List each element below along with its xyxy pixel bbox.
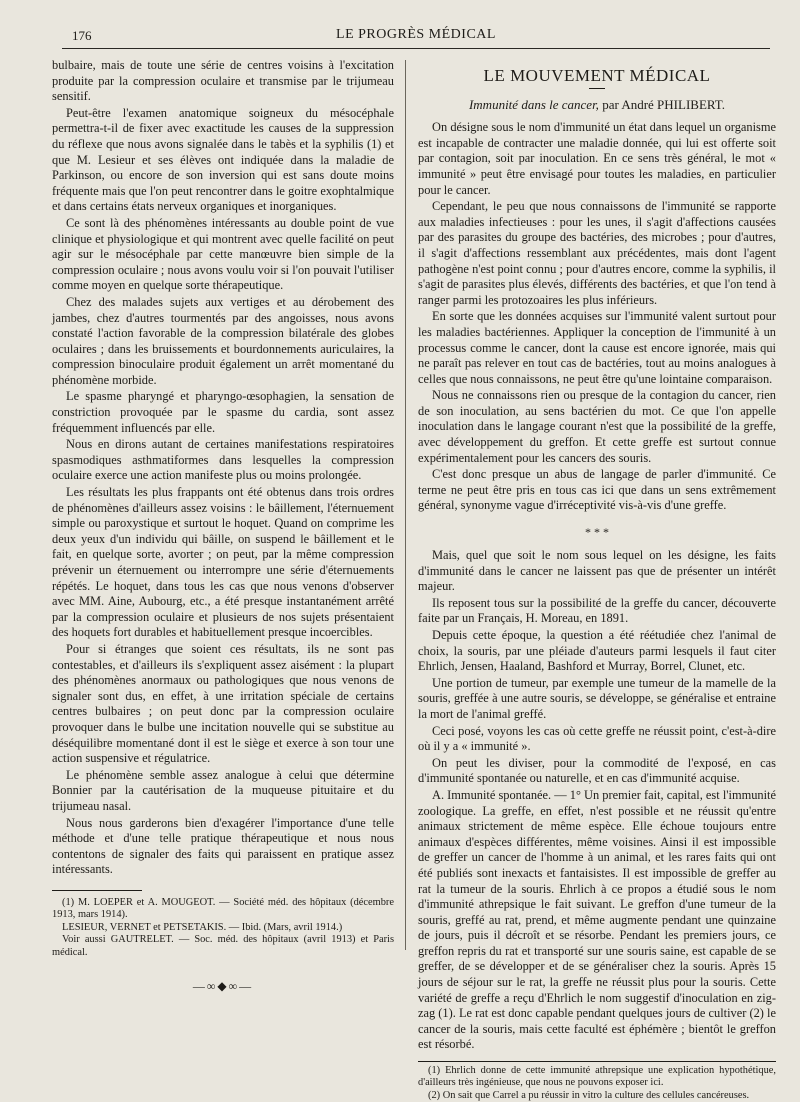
left-paragraph: Le spasme pharyngé et pharyngo-œsophagien, la sensation de constriction provoquée par le spasme du cardia, sont assez fréquemment influencés par elle. (52, 389, 394, 435)
page-number: 176 (72, 28, 92, 43)
section-title: LE MOUVEMENT MÉDICAL (483, 66, 711, 85)
article-title: Immunité dans le cancer, (468, 96, 599, 112)
right-paragraph: Depuis cette époque, la question a été réétudiée chez l'animal de choix, la souris, par une pléiade d'auteurs parmi lesquels il faut citer Ehrlich, Jensen, Haaland, Bashford et Murray, Borrel, Clunet, etc. (418, 628, 776, 674)
left-paragraph: Peut-être l'examen anatomique soigneux du mésocéphale permettra-t-il de fixer avec exactitude les causes de la suppression du réflexe que nous avons signalée dans le tabès et la syphilis (1) et que M. Lesieur et ses élèves ont indiquée dans la maladie de Parkinson, ou encore de son inversion qui est sans doute moins fréquente mais que l'on peut rencontrer dans le goitre exophtalmique et dans certains états nerveux organiques et inorganiques. (52, 105, 394, 214)
right-paragraph: Ils reposent tous sur la possibilité de la greffe du cancer, découverte faite par un Français, H. Moreau, en 1891. (418, 595, 776, 626)
right-paragraph: On désigne sous le nom d'immunité un état dans lequel un organisme est incapable de contracter une maladie donnée, qui lui est offerte soit par contagion, soit par inoculation. En ce sens très général, le mot « immunité » peut être envisagé pour toutes les maladies, en particulier pour le cancer. (418, 120, 776, 197)
left-footnote: LESIEUR, VERNET et PETSETAKIS. — Ibid. (Mars, avril 1914.) (62, 921, 343, 933)
left-paragraph: Pour si étranges que soient ces résultats, ils ne sont pas contestables, et d'ailleurs ils s'expliquent assez aisément : la plupart des phénomènes anormaux ou pathologiques que nous venons de signaler sont dus, en effet, à une irritation spéciale de certains centres bulbaires ; on peut donc par la compression oculaire provoquer dans le bulbe une incitation nouvelle qui se substitue au déséquilibre momentané dont il est le siège et exerce à son tour une action suspensive et régulatrice. (52, 641, 394, 766)
left-footnote: (1) M. LOEPER et A. MOUGEOT. — Société méd. des hôpitaux (décembre 1913, mars 1914). (52, 896, 394, 921)
right-paragraph: Nous ne connaissons rien ou presque de la contagion du cancer, rien de son inoculation, au sens bactérien du mot. Ce que l'on appelle inoculation dans le langage courant n'est que la possibilité de la greffe, avec développement du greffon. Et cette greffe est surtout connue expérimentalement pour les cancers des souris. (418, 388, 776, 465)
right-paragraph: On peut les diviser, pour la commodité de l'exposé, en cas d'immunité spontanée ou naturelle, et en cas d'immunité acquise. (418, 755, 776, 786)
right-paragraph: Ceci posé, voyons les cas où cette greffe ne réussit point, c'est-à-dire où il y a « immunité ». (418, 723, 776, 754)
right-paragraph: Une portion de tumeur, par exemple une tumeur de la mamelle de la souris, greffée à une autre souris, se développe, se généralise et entraine la mort de l'animal greffé. (418, 675, 776, 721)
section-rule (589, 88, 605, 89)
right-footnotes (418, 1061, 776, 1102)
left-paragraph: Chez des malades sujets aux vertiges et au dérobement des jambes, chez d'autres tourmentés par des angoisses, nous avons constaté l'action favorable de la compression bilatérale des globes oculaires ; dans les bruissements et bourdonnements auriculaires, la compression binoculaire produit également un arrêt momentané du phénomène morbide. (52, 294, 394, 387)
right-paragraph: C'est donc presque un abus de langage de parler d'immunité. Ce terme ne peut être pris en tous cas ici que dans un sens extrêmement général, synonyme vague d'irréceptivité vis-à-vis d'une greffe. (418, 467, 776, 513)
left-paragraph: Nous en dirons autant de certaines manifestations respiratoires spasmodiques asthmatiformes dans lesquelles la compression oculaire exerce une action manifeste plus ou moins prolongée. (52, 437, 394, 483)
right-paragraph: En sorte que les données acquises sur l'immunité valent surtout pour les maladies bactériennes. Appliquer la conception de l'immunité à un processus comme le cancer, dont la cause est encore ignorée, mais qui ne paraît pas relever en tout cas de bactéries, tout au moins analogues à celles que nous connaissons, ne peut être qu'une lointaine comparaison. (418, 309, 776, 386)
article-author: par André PHILIBERT. (602, 96, 726, 112)
article-heading (418, 97, 776, 113)
left-paragraph: bulbaire, mais de toute une série de centres voisins à l'excitation produite par la compression oculaire et transmise par le trijumeau sensitif. (52, 58, 394, 104)
footnote-rule (52, 890, 142, 891)
left-column (52, 58, 394, 995)
page-header (62, 26, 770, 49)
right-footnote: (2) On sait que Carrel a pu réussir in vitro la culture des cellules cancéreuses. (428, 1089, 750, 1101)
right-footnote: (1) Ehrlich donne de cette immunité athrepsique une explication hypothétique, d'ailleurs très ingénieuse, que nous ne pouvons exposer ici. (418, 1065, 776, 1089)
right-paragraph: Cependant, le peu que nous connaissons de l'immunité se rapporte aux maladies infectieuses : pour les unes, il s'agit d'affections causées par des parasites du groupe des bactéries, des microbes ; pour d'autres, il s'agit d'affections ressemblant aux précédentes, mais dont l'agent pathogène n'est point connu ; pour d'autres encore, comme la syphilis, il s'agit de parasites plus élevés, différents des bactéries, et que l'on tend à ranger parmi les protozoaires les plus inférieurs. (418, 199, 776, 307)
journal-title: LE PROGRÈS MÉDICAL (336, 27, 496, 42)
left-footnote: Voir aussi GAUTRELET. — Soc. méd. des hôpitaux (avril 1913) et Paris médical. (52, 934, 394, 958)
left-paragraph: Nous nous garderons bien d'exagérer l'importance d'une telle méthode et d'une telle pratique thérapeutique et nous nous contentons de signaler des faits qui paraissent en pratique assez intéressants. (52, 815, 394, 877)
left-paragraph: Ce sont là des phénomènes intéressants au double point de vue clinique et physiologique et qui montrent avec quelle facilité on peut agir sur le mésocéphale par cette manœuvre bien simple de la compression oculaire ; nous avons voulu voir si l'on pouvait l'utiliser comme moyen en quelque sorte thérapeutique. (52, 215, 394, 293)
end-ornament: —∞◆∞— (192, 978, 254, 993)
section-stars: * * * (585, 525, 609, 540)
right-paragraph: A. Immunité spontanée. — 1° Un premier fait, capital, est l'immunité zoologique. La greffe, en effet, n'est possible et ne réussit qu'entre animaux strictement de même espèce. Elle échoue toujours entre animaux d'espèces différentes, même voisines. Ainsi il est impossible de greffer un cancer de l'homme à un animal, et les rares faits qui ont été publiés sont inexacts et fantaisistes. Il est impossible de greffer au rat la tumeur de la souris. Ehrlich à ce propos a étudié sous le nom d'immunité athrepsique le fait suivant. Le greffon d'une tumeur de la souris, greffé au rat, prend, et même augmente pendant une quinzaine de jours, puis il décroît et se résorbe. Pendant les premiers jours, ce greffon repris du rat et transporté sur une souris saine, est capable de se greffer, de se développer et de se généraliser chez la souris. Après 15 jours de séjour sur le rat, la greffe ne réussit plus pour la souris. Cette variété de greffe a reçu d'Ehrlich le nom suggestif d'inoculation en zig-zag (1). Le rat est donc capable pendant quelques jours de cultiver (2) le cancer de la souris, mais cette faculté est éphémère ; bientôt le greffon est résorbé. (418, 787, 776, 1052)
right-paragraph: Mais, quel que soit le nom sous lequel on les désigne, les faits d'immunité dans le cancer ne laissent pas que de présenter un intérêt majeur. (418, 548, 776, 594)
column-divider (405, 60, 406, 950)
right-column (418, 58, 776, 1102)
left-paragraph: Les résultats les plus frappants ont été obtenus dans trois ordres de phénomènes d'ailleurs assez voisins : le bâillement, l'éternuement simple ou paroxystique et surtout le hoquet. Quand on comprime les deux yeux d'un individu qui bâille, on suspend le bâillement et le fait, en quelque sorte, avorter ; on peut, par la même compression prévenir un éternuement ou interrompre une série d'éternuements répétés. Le hoquet, dans tous les cas que nous venons d'observer avec MM. Aine, Aubourg, etc., a été presque instantanément arrêté par la compression oculaire et plusieurs de nos sujets présentaient des hoquets fort durables et habituellement presque incoercibles. (52, 485, 394, 640)
left-paragraph: Le phénomène semble assez analogue à celui que détermine Bonnier par la cautérisation de la muqueuse pituitaire et du trijumeau nasal. (52, 767, 394, 813)
